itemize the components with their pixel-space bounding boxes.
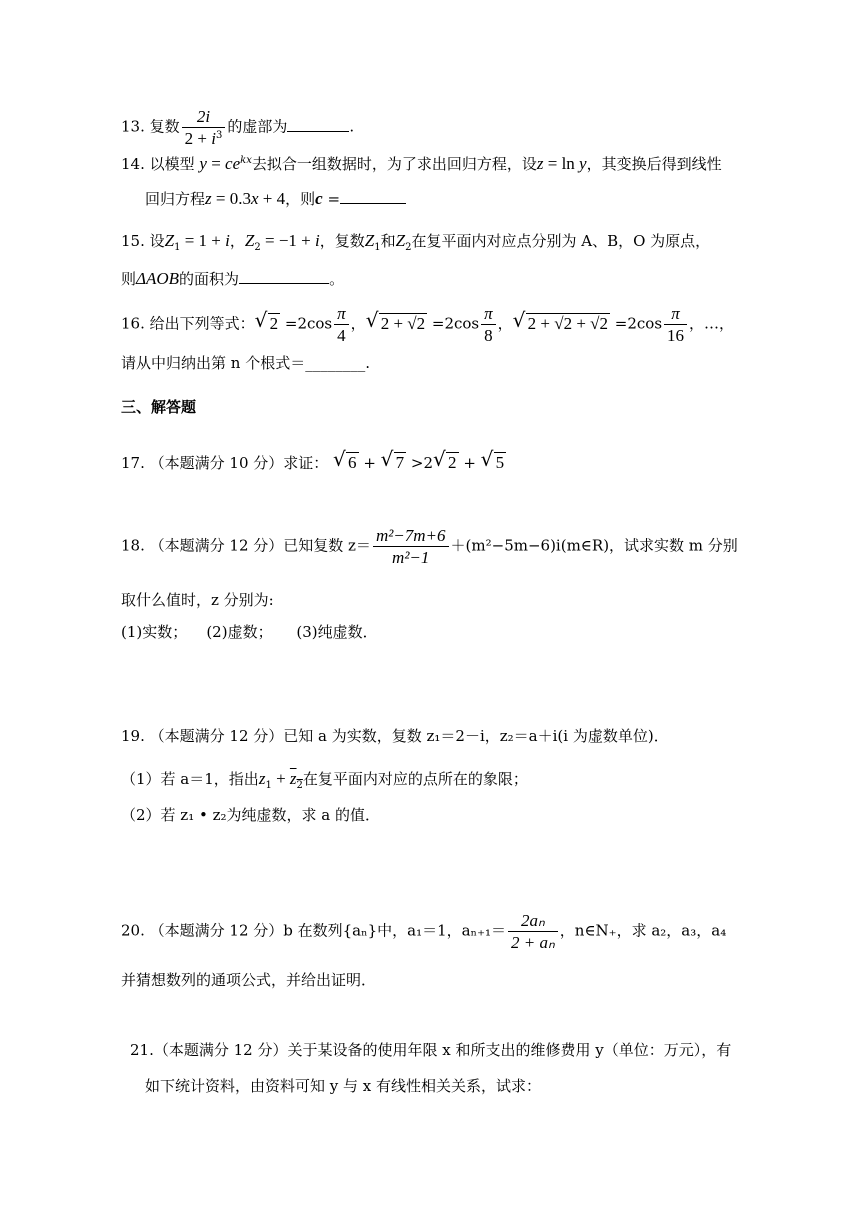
q14-model-e: e xyxy=(232,154,241,173)
q16-eq1: =2cos xyxy=(280,314,333,333)
q19-plus: + xyxy=(271,769,290,788)
q14-text1: 去拟合一组数据时，为了求出回归方程，设 xyxy=(251,155,537,173)
q14-model-exp: kx xyxy=(240,155,252,166)
question-20-line1 xyxy=(121,912,726,951)
question-19-line1 xyxy=(121,729,669,744)
q20-text3: 并猜想数列的通项公式，并给出证明． xyxy=(121,971,377,989)
q14-eq-end: + 4 xyxy=(258,189,286,208)
q15-triangle: ΔAOB xyxy=(136,269,180,288)
q15-z1-sub: 1 xyxy=(174,242,181,253)
q15-text3: 则 xyxy=(121,270,137,288)
q21-text1: 21.（本题满分 12 分）关于某设备的使用年限 x 和所支出的维修费用 y（单位：万元），有 xyxy=(130,1041,732,1059)
q15-end: 。 xyxy=(329,270,345,288)
q15-and-z2-sub: 2 xyxy=(405,242,412,253)
q16-text: 请从中归纳出第 n 个根式＝________. xyxy=(121,354,370,372)
q16-root1 xyxy=(255,313,281,332)
q18-label: 18. xyxy=(121,536,145,555)
q13-text: 的虚部为 xyxy=(227,117,288,136)
q14-model-c: c xyxy=(225,154,233,173)
q13-fraction xyxy=(182,108,226,147)
q19-z1-sub: 1 xyxy=(265,780,272,791)
q14-sub-y: y xyxy=(579,154,587,173)
q18-text3: 取什么值时，z 分别为: xyxy=(121,591,274,609)
q14-eq-z: z xyxy=(205,189,212,208)
q17-plus1: + xyxy=(358,454,381,472)
q20-text1: （本题满分 12 分）b 在数列{aₙ}中，a₁＝1，aₙ₊₁＝ xyxy=(149,921,507,940)
question-19-part1 xyxy=(121,770,528,791)
q14-sub-ln: = ln xyxy=(543,154,580,173)
q17-root-b xyxy=(381,452,407,471)
q16-den2: 8 xyxy=(484,326,493,345)
q16-pi2: π xyxy=(484,304,493,323)
q17-d: 5 xyxy=(495,453,505,472)
question-17 xyxy=(121,452,506,471)
q15-z2-val: = −1 + xyxy=(260,231,316,250)
q13-answer-blank[interactable] xyxy=(287,131,349,132)
q16-label: 16. 给出下列等式： xyxy=(121,314,255,333)
q15-z2-sub: 2 xyxy=(254,242,261,253)
question-21-line2 xyxy=(145,1079,541,1094)
q16-den3: 16 xyxy=(667,326,685,345)
q16-pi3: π xyxy=(671,304,680,323)
question-13 xyxy=(121,108,354,147)
q14-eq-mid: = 0.3 xyxy=(211,189,251,208)
question-18-line2 xyxy=(121,593,274,608)
q19-label: 19. xyxy=(121,727,145,745)
question-19-part2 xyxy=(121,808,380,823)
q14-model-eq: = xyxy=(206,154,226,173)
q14-text4: ，则 xyxy=(285,190,316,208)
question-16-line1: 16. 给出下列等式：√ 2 =2cos $\frac{\pi}{4}$ ，√ 2 + √2 =2cos $\frac{\pi}{8}$ ，√ 2 + √2 + √2 =2cos $\frac{\pi}{16}$ ，…， xyxy=(121,305,734,344)
q19-p1a: （1）若 a＝1，指出 xyxy=(121,770,259,788)
q13-frac-den: 2 + xyxy=(184,129,212,148)
q21-text2: 如下统计资料，由资料可知 y 与 x 有线性相关关系，试求： xyxy=(145,1077,542,1095)
question-14-line1 xyxy=(121,155,722,172)
q15-answer-blank[interactable] xyxy=(239,283,329,284)
q18-frac-num: m²−7m+6 xyxy=(373,527,449,547)
q15-text1: ，复数 xyxy=(319,232,365,250)
q17-b: 7 xyxy=(395,453,405,472)
q17-c: 2 xyxy=(448,453,457,472)
q15-z2: Z xyxy=(244,231,255,250)
q16-root2 xyxy=(366,313,427,332)
q17-root-a xyxy=(333,452,359,471)
q16-pi1: π xyxy=(337,304,346,323)
q20-fraction xyxy=(508,912,558,951)
q20-text2: ，n∈N₊，求 a₂，a₃，a₄ xyxy=(559,921,727,940)
q15-label: 15. 设 xyxy=(121,232,165,250)
question-16-line2 xyxy=(121,356,370,371)
q14-model-y: y xyxy=(199,154,207,173)
q13-exp: 3 xyxy=(215,130,223,141)
q14-eq-x: x xyxy=(250,189,259,208)
q17-root-d xyxy=(481,452,507,471)
q17-plus2: + xyxy=(458,454,481,472)
q16-frac2 xyxy=(481,305,496,344)
question-14-line2 xyxy=(145,190,406,207)
q13-frac-num: 2i xyxy=(196,107,211,126)
q16-den1: 4 xyxy=(337,326,346,345)
q19-text1: （本题满分 12 分）已知 a 为实数，复数 z₁＝2－i，z₂＝a＋i(i 为虚数单位)． xyxy=(149,727,669,745)
q16-root1-rad: 2 xyxy=(269,313,279,333)
q15-z1-i: i xyxy=(225,231,230,250)
q16-root3-rad: 2 + √2 + √2 xyxy=(527,313,609,333)
question-15-line1: 15. 设$Z_1 = 1 + i$，$Z_2 = -1 + i$，复数$Z_1$和$Z_2$在复平面内对应点分别为 A、B，O 为原点， xyxy=(121,231,711,253)
q20-frac-den: 2 + aₙ xyxy=(511,933,555,952)
q14-sub-z: z xyxy=(536,154,544,173)
q15-z1: Z xyxy=(164,231,175,250)
q15-and-z1-sub: 1 xyxy=(374,242,381,253)
q17-root-c xyxy=(433,452,459,471)
q14-label: 14. 以模型 xyxy=(121,155,195,173)
q16-eq2: =2cos xyxy=(427,314,480,333)
q13-end: . xyxy=(349,117,355,136)
q15-z1-val: = 1 + xyxy=(180,231,226,250)
q19-z1: z xyxy=(258,769,266,788)
q16-frac1 xyxy=(334,305,349,344)
q16-eq3: =2cos xyxy=(610,314,663,333)
q18-fraction xyxy=(373,527,449,566)
q16-root3 xyxy=(513,313,610,332)
q17-label: 17. xyxy=(121,454,145,472)
q19-p2: （2）若 z₁ • z₂为纯虚数，求 a 的值． xyxy=(121,806,381,824)
q17-a: 6 xyxy=(348,453,357,472)
q15-text4: 的面积为 xyxy=(179,270,240,288)
q15-z2-i: i xyxy=(315,231,320,250)
q14-text2: ，其变换后得到线性 xyxy=(586,155,722,173)
q16-frac3 xyxy=(664,305,687,344)
q16-root2-rad: 2 + √2 xyxy=(380,313,426,333)
q13-frac-den-i: i xyxy=(211,129,216,148)
q18-text2: ＋(m²−5m−6)i(m∈R)，试求实数 m 分别 xyxy=(450,536,738,555)
q18-text1: （本题满分 12 分）已知复数 z＝ xyxy=(149,536,371,555)
q16-ellipsis: ，…， xyxy=(689,314,735,333)
question-20-line2 xyxy=(121,973,376,988)
q15-and-z2: Z xyxy=(395,231,406,250)
q17-text: （本题满分 10 分）求证： xyxy=(149,454,329,472)
q13-label: 13. 复数 xyxy=(121,117,180,136)
q14-c-eq: = xyxy=(322,190,341,208)
question-15-line2 xyxy=(121,270,344,287)
q17-gt: >2 xyxy=(406,454,434,472)
question-18-line3 xyxy=(121,625,378,640)
section-heading xyxy=(121,400,196,415)
question-21-line1 xyxy=(130,1043,731,1058)
q14-answer-blank[interactable] xyxy=(340,203,406,204)
q14-c: c xyxy=(315,189,323,208)
question-18-line1 xyxy=(121,527,738,566)
q15-and: 和 xyxy=(380,232,396,250)
q20-frac-num: 2aₙ xyxy=(508,912,558,932)
section-title: 三、解答题 xyxy=(121,398,197,416)
q15-text2: 在复平面内对应点分别为 A、B，O 为原点， xyxy=(411,232,711,250)
q20-label: 20. xyxy=(121,921,145,940)
q18-text4: (1)实数； (2)虚数； (3)纯虚数． xyxy=(121,623,378,641)
q19-p1b: 在复平面内对应的点所在的象限； xyxy=(302,770,528,788)
q19-z2-sub: 2 xyxy=(296,780,303,791)
q18-frac-den: m²−1 xyxy=(392,548,430,567)
q14-text3: 回归方程 xyxy=(145,190,206,208)
q15-and-z1: Z xyxy=(364,231,375,250)
q19-z2-conj: z xyxy=(289,769,297,788)
